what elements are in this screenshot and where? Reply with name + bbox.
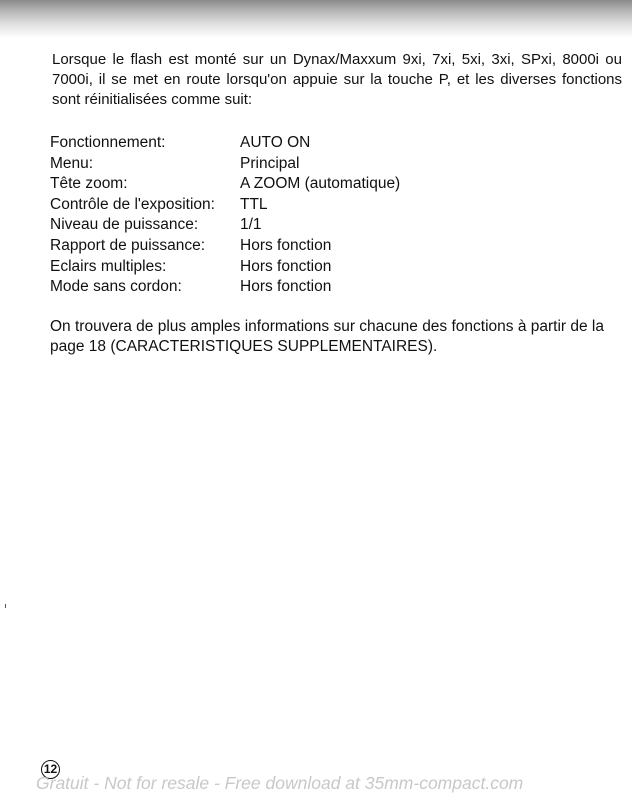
intro-paragraph: Lorsque le flash est monté sur un Dynax/Maxxum 9xi, 7xi, 5xi, 3xi, SPxi, 8000i ou 7000i, il se met en route lorsqu'on appuie sur la touche P, et les diverses fonctions sont réinitialisées comme suit:: [52, 51, 622, 108]
setting-value: AUTO ON: [240, 134, 311, 151]
setting-value: Hors fonction: [240, 278, 332, 296]
settings-row: [50, 174, 470, 195]
page-number-badge: 12: [41, 760, 60, 779]
settings-row: [50, 133, 470, 154]
setting-label: Fonctionnement:: [50, 134, 166, 151]
setting-value: TTL: [240, 195, 268, 213]
setting-value: A ZOOM (automatique): [240, 175, 401, 193]
setting-label: Menu:: [50, 154, 94, 172]
more-info-paragraph: On trouvera de plus amples informations sur chacune des fonctions à partir de la page 18 (CARACTERISTIQUES SUPPLEMENTAIRES).: [50, 318, 604, 355]
scan-speck: [5, 604, 6, 608]
setting-value: Hors fonction: [240, 257, 332, 275]
setting-value: Principal: [240, 154, 300, 172]
setting-label: Contrôle de l'exposition:: [50, 195, 215, 213]
settings-row: [50, 257, 470, 278]
setting-value: 1/1: [240, 216, 262, 234]
setting-value: Hors fonction: [240, 236, 332, 254]
default-settings-list: [50, 133, 470, 298]
watermark-text: Gratuit - Not for resale - Free download at 35mm-compact.com: [36, 773, 524, 793]
scan-top-shadow: [0, 0, 632, 38]
settings-row: [50, 154, 470, 175]
setting-label: Tête zoom:: [50, 175, 128, 193]
setting-label: Eclairs multiples:: [50, 257, 167, 275]
settings-row: [50, 277, 470, 298]
setting-label: Mode sans cordon:: [50, 278, 182, 296]
setting-label: Rapport de puissance:: [50, 236, 206, 254]
settings-row: [50, 215, 470, 236]
settings-row: [50, 195, 470, 216]
setting-label: Niveau de puissance:: [50, 216, 199, 234]
settings-row: [50, 236, 470, 257]
